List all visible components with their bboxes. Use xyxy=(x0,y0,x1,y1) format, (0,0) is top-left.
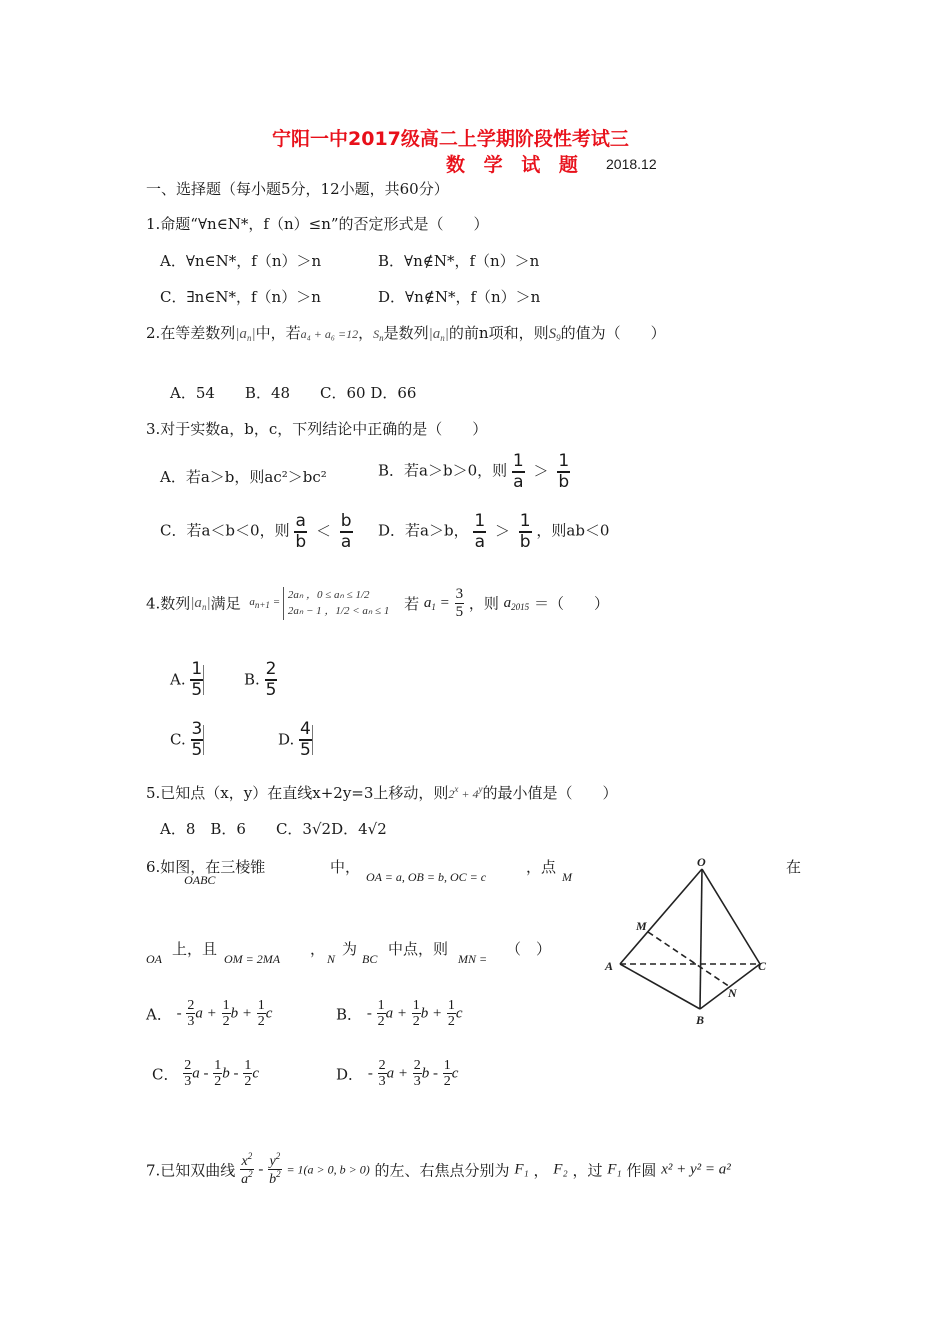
question-4-option-b xyxy=(244,660,277,699)
frac-a-over-b: $\frac{a}{b}$ xyxy=(295,511,307,552)
section-heading: 一、选择题（每小题5分，12小题，共60分） xyxy=(146,180,449,198)
q6-point-n: N xyxy=(327,952,336,966)
fig-label-n: N xyxy=(728,986,737,1000)
question-7-stem: 7.已知双曲线 $\frac{x^2}{a^2}$ - $\frac{y^2}{b^2}$ = 1(a > 0, b > 0) 的左、右焦点分别为 F₁ ， F₂ ，过 F₁ 作圆 x² + y² = a² xyxy=(146,1151,731,1188)
q2-s9: $S_9$ xyxy=(548,326,561,343)
q7-text-4: 作圆 xyxy=(626,1161,657,1180)
tetrahedron-figure xyxy=(600,852,780,1027)
q7-frac-x: $\frac{x^2}{a^2}$ xyxy=(241,1151,253,1188)
frac-1-over-a: $\frac{1}{a}$ xyxy=(512,451,524,492)
q7-frac-y: $\frac{y^2}{b^2}$ xyxy=(269,1151,281,1188)
q2-text-5: 的前n项和，则 xyxy=(448,324,549,342)
frac-3-over-5-opt: $\frac{3}{5}$ xyxy=(191,719,203,760)
q2-text-3: ， xyxy=(358,324,374,342)
q6-oa: OA xyxy=(146,952,162,966)
frac-4-over-5: $\frac{4}{5}$ xyxy=(300,719,311,760)
question-6-option-a: A． - $\frac{2}{3}$ a + $\frac{1}{2}$ b + $\frac{1}{2}$ c xyxy=(146,998,273,1030)
q7-text-1: 7.已知双曲线 xyxy=(146,1161,236,1180)
question-4-option-d xyxy=(278,720,313,759)
q5-text-1: 5.已知点（x，y）在直线x+2y=3上移动，则 xyxy=(146,784,449,802)
question-1-option-d: D．∀n∉N*，f（n）＞n xyxy=(378,288,541,306)
frac-2-over-5: $\frac{2}{5}$ xyxy=(265,659,277,700)
q6-text-3: ，点 xyxy=(526,858,557,876)
q4-seq: $|a_n|$ xyxy=(190,594,211,612)
question-3-option-c: C．若a＜b＜0，则 $\frac{a}{b}$ ＜ $\frac{b}{a}$ xyxy=(160,511,352,552)
q6-bc: BC xyxy=(362,952,378,966)
question-3-stem: 3.对于实数a，b，c，下列结论中正确的是（ ） xyxy=(146,420,488,438)
q3d-text: D．若a＞b， xyxy=(378,521,469,540)
q4-case-1: 2aₙ ，0 ≤ aₙ ≤ 1/2 xyxy=(287,588,370,601)
q6-text-7: 为 xyxy=(342,940,358,958)
q6-mn: MN = xyxy=(458,952,488,966)
exam-date: 2018.12 xyxy=(606,156,657,172)
question-6-option-c: C． $\frac{2}{3}$ a - $\frac{1}{2}$ b - $\frac{1}{2}$ c xyxy=(152,1058,259,1090)
frac-1-over-b: $\frac{1}{b}$ xyxy=(558,451,570,492)
question-4-stem xyxy=(146,586,609,620)
fig-label-c: C xyxy=(758,959,767,973)
q6-text-1: 6.如图，在三棱锥 xyxy=(146,858,266,876)
q4-text-2: 满足 xyxy=(210,594,241,613)
question-1-option-a: A．∀n∈N*，f（n）＞n xyxy=(160,252,322,270)
q6-vectors: OA = a, OB = b, OC = c xyxy=(366,870,487,884)
question-6-option-b: B． - $\frac{1}{2}$ a + $\frac{1}{2}$ b + $\frac{1}{2}$ c xyxy=(336,998,463,1030)
q4-recurrence: $a_{n+1}$ = 2aₙ ，0 ≤ aₙ ≤ 1/2 2aₙ − 1 ，1/2 < aₙ ≤ 1 xyxy=(249,587,389,620)
fig-label-o: O xyxy=(697,855,706,869)
exam-subtitle: 数 学 试 题 xyxy=(446,154,584,176)
q2-text-1: 2.在等差数列 xyxy=(146,324,236,342)
q4-text-5: ＝（ ） xyxy=(533,594,609,613)
q5-expression: $2^x + 4^y$ xyxy=(448,784,483,801)
q6-text-2: 中， xyxy=(330,858,361,876)
question-1-stem: 1.命题“∀n∈N*，f（n）≤n”的否定形式是（ ） xyxy=(146,215,489,233)
frac-b-over-a: $\frac{b}{a}$ xyxy=(340,511,352,552)
q4d-label: D. xyxy=(278,730,295,749)
fig-label-a: A xyxy=(605,959,614,973)
q6-om-relation: OM = 2MA xyxy=(224,952,281,966)
q4-text-4: ，则 xyxy=(468,594,499,613)
q6-text-9: （ ） xyxy=(506,940,552,958)
q4-a2015: $a_{2015}$ xyxy=(503,594,530,612)
q6b-label: B． xyxy=(336,1005,363,1024)
question-2-stem xyxy=(146,322,666,343)
q4-text-3: 若 xyxy=(404,594,420,613)
q6-tetrahedron: OABC xyxy=(184,873,216,887)
question-2-options: A．54 B．48 C．60 D．66 xyxy=(170,384,417,402)
q4-case-2: 2aₙ − 1 ，1/2 < aₙ ≤ 1 xyxy=(287,605,390,617)
frac-1-over-5: $\frac{1}{5}$ xyxy=(191,659,203,700)
q6-text-5: 上，且 xyxy=(172,940,218,958)
q3b-text: B．若a＞b＞0，则 xyxy=(378,461,508,480)
q7-f2: F₂ xyxy=(553,1161,568,1178)
q6-text-4: 在 xyxy=(786,858,802,876)
q4-a1: $a_1$ = xyxy=(423,594,450,612)
frac-3-over-5: $\frac{3}{5}$ xyxy=(455,586,464,620)
q3d-tail: ，则ab＜0 xyxy=(536,521,610,540)
fig-label-b: B xyxy=(696,1013,705,1027)
question-6-option-d: D． - $\frac{2}{3}$ a + $\frac{2}{3}$ b - $\frac{1}{2}$ c xyxy=(336,1058,459,1090)
q5-text-2: 的最小值是（ ） xyxy=(482,784,618,802)
q4b-label: B. xyxy=(244,670,260,689)
question-5-stem xyxy=(146,782,618,803)
q7-f1: F₁ xyxy=(514,1161,529,1178)
question-4-option-a xyxy=(170,660,204,699)
q2-text-4: 是数列 xyxy=(383,324,429,342)
q7-sep: ， xyxy=(533,1161,549,1180)
q2-seq-2: $|a_n|$ xyxy=(428,326,449,343)
q4a-label: A. xyxy=(170,670,186,689)
question-5-options: A．8 B．6 C．3√2D．4√2 xyxy=(160,820,387,838)
question-3-option-a: A．若a＞b，则ac²＞bc² xyxy=(160,468,327,486)
question-1-option-b: B．∀n∉N*，f（n）＞n xyxy=(378,252,540,270)
q2-seq: $|a_n|$ xyxy=(235,326,256,343)
q7-equation: = 1(a > 0, b > 0) xyxy=(286,1162,370,1177)
exam-title: 宁阳一中2017级高二上学期阶段性考试三 xyxy=(272,128,629,150)
question-6-line-1 xyxy=(146,856,301,887)
frac-1-over-a-d: $\frac{1}{a}$ xyxy=(474,511,486,552)
q3c-text: C．若a＜b＜0，则 xyxy=(160,521,290,540)
q2-sn: $S_n$ xyxy=(373,327,384,343)
question-4-option-c xyxy=(170,720,204,759)
fig-label-m: M xyxy=(636,919,647,933)
q6-text-8: 中点，则 xyxy=(388,940,449,958)
q6a-label: A． xyxy=(146,1005,172,1024)
q7-f1-again: F₁ xyxy=(607,1161,622,1178)
q6d-label: D． xyxy=(336,1065,364,1084)
q2-condition: a₄ + a₆ =12 xyxy=(300,327,359,341)
q7-text-3: ，过 xyxy=(572,1161,603,1180)
frac-1-over-b-d: $\frac{1}{b}$ xyxy=(519,511,531,552)
q6-point-m: M xyxy=(562,870,572,884)
question-1-option-c: C．∃n∈N*，f（n）＞n xyxy=(160,288,321,306)
q2-text-2: 中，若 xyxy=(255,324,301,342)
q7-text-2: 的左、右焦点分别为 xyxy=(374,1161,510,1180)
q6c-label: C． xyxy=(152,1065,179,1084)
q7-circle: x² + y² = a² xyxy=(661,1161,731,1178)
q4c-label: C. xyxy=(170,730,186,749)
question-3-option-b: B．若a＞b＞0，则 $\frac{1}{a}$ ＞ $\frac{1}{b}$ xyxy=(378,451,570,492)
q4-text-1: 4.数列 xyxy=(146,594,191,613)
q6-text-6: ， xyxy=(310,940,326,958)
question-3-option-d: D．若a＞b， $\frac{1}{a}$ ＞ $\frac{1}{b}$ ，则ab＜0 xyxy=(378,511,610,552)
q2-text-6: 的值为（ ） xyxy=(560,324,666,342)
